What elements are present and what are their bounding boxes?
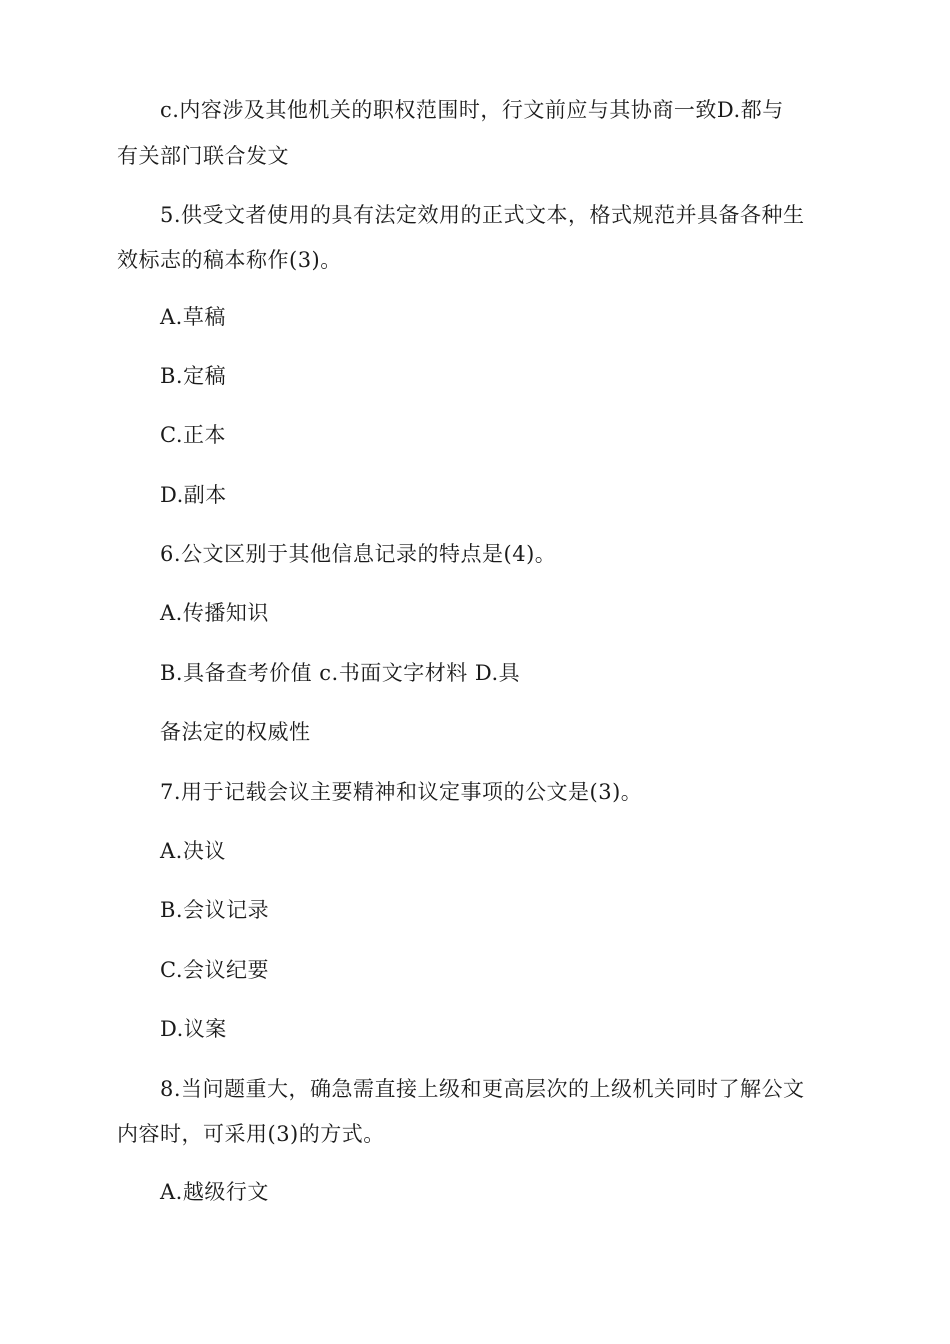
question-5-option-a: A.草稿 xyxy=(160,305,226,329)
question-5-option-c: C.正本 xyxy=(160,423,226,447)
question-5-option-d: D.副本 xyxy=(160,483,227,507)
question-6-option-b-c-d: B.具备查考价值 c.书面文字材料 D.具 xyxy=(160,661,521,685)
question-5-option-b: B.定稿 xyxy=(160,364,227,388)
question-8-text: 8.当问题重大，确急需直接上级和更高层次的上级机关同时了解公文 xyxy=(160,1077,805,1101)
question-4-option-c-d: c.内容涉及其他机关的职权范围时，行文前应与其协商一致D.都与 xyxy=(160,98,784,122)
question-6-option-a: A.传播知识 xyxy=(160,601,269,625)
question-8-text-cont: 内容时，可采用(3)的方式。 xyxy=(117,1122,385,1146)
question-7-option-a: A.决议 xyxy=(160,839,226,863)
question-5-text-cont: 效标志的稿本称作(3)。 xyxy=(117,248,342,272)
question-7-text: 7.用于记载会议主要精神和议定事项的公文是(3)。 xyxy=(160,780,643,804)
question-8-option-a: A.越级行文 xyxy=(160,1180,269,1204)
question-4-option-d-cont: 有关部门联合发文 xyxy=(117,144,289,168)
question-5-text: 5.供受文者使用的具有法定效用的正式文本，格式规范并具备各种生 xyxy=(160,203,805,227)
question-7-option-c: C.会议纪要 xyxy=(160,958,269,982)
question-6-option-d-cont: 备法定的权威性 xyxy=(160,720,311,744)
question-7-option-d: D.议案 xyxy=(160,1017,227,1041)
question-7-option-b: B.会议记录 xyxy=(160,898,270,922)
question-6-text: 6.公文区别于其他信息记录的特点是(4)。 xyxy=(160,542,557,566)
